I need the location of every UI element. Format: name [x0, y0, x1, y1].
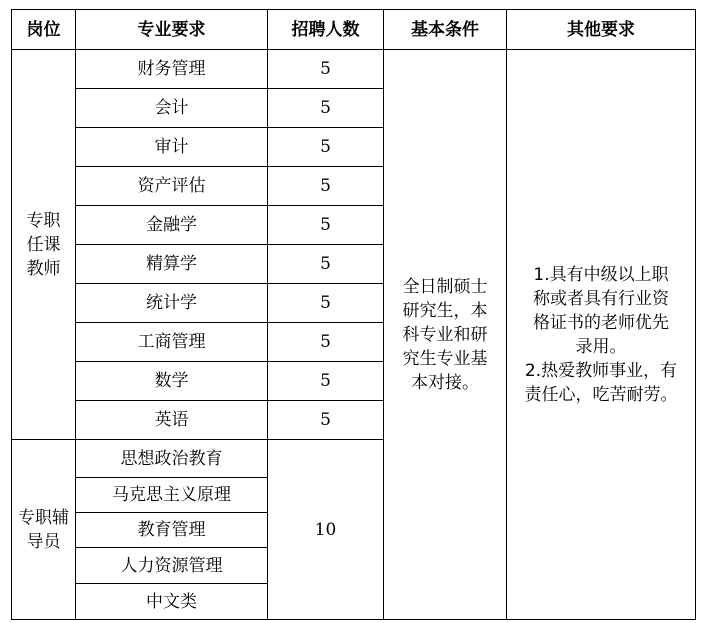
major-cell: 教育管理: [76, 513, 268, 548]
header-other-requirements: 其他要求: [507, 10, 696, 50]
major-cell: 统计学: [76, 284, 268, 323]
count-cell: 5: [268, 362, 384, 401]
major-cell: 审计: [76, 128, 268, 167]
major-cell: 英语: [76, 401, 268, 440]
major-cell: 财务管理: [76, 50, 268, 89]
header-basic-condition: 基本条件: [384, 10, 507, 50]
major-cell: 资产评估: [76, 167, 268, 206]
count-cell: 5: [268, 401, 384, 440]
major-cell: 思想政治教育: [76, 440, 268, 478]
count-cell: 5: [268, 323, 384, 362]
major-cell: 数学: [76, 362, 268, 401]
major-cell: 金融学: [76, 206, 268, 245]
header-count: 招聘人数: [268, 10, 384, 50]
position-counselor: [12, 440, 76, 620]
header-position: 岗位: [12, 10, 76, 50]
major-cell: 人力资源管理: [76, 548, 268, 584]
count-cell: 5: [268, 206, 384, 245]
basic-condition-text: 全日制硕士 研究生，本 科专业和研 究生专业基 本对接。: [402, 276, 488, 393]
header-row: [12, 10, 696, 50]
count-cell: 5: [268, 245, 384, 284]
major-cell: 马克思主义原理: [76, 478, 268, 513]
recruitment-table: [11, 9, 696, 620]
position-counselor-text: 专职辅 导员: [18, 507, 69, 552]
major-cell: 工商管理: [76, 323, 268, 362]
basic-condition-cell: [384, 50, 507, 620]
count-cell: 5: [268, 167, 384, 206]
other-requirements-text: 1.具有中级以上职 称或者具有行业资 格证书的老师优先 录用。 2.热爱教师事业，有 责任心，吃苦耐劳。: [524, 264, 678, 405]
major-cell: 会计: [76, 89, 268, 128]
count-cell: 5: [268, 128, 384, 167]
count-cell: 5: [268, 50, 384, 89]
count-cell: 5: [268, 284, 384, 323]
major-cell: 中文类: [76, 584, 268, 620]
other-requirements-cell: [507, 50, 696, 620]
count-cell-counselor: 10: [268, 440, 384, 620]
position-teacher: [12, 50, 76, 440]
table-row: [12, 50, 696, 89]
count-cell: 5: [268, 89, 384, 128]
major-cell: 精算学: [76, 245, 268, 284]
header-major: 专业要求: [76, 10, 268, 50]
position-teacher-text: 专职 任课 教师: [26, 210, 61, 279]
